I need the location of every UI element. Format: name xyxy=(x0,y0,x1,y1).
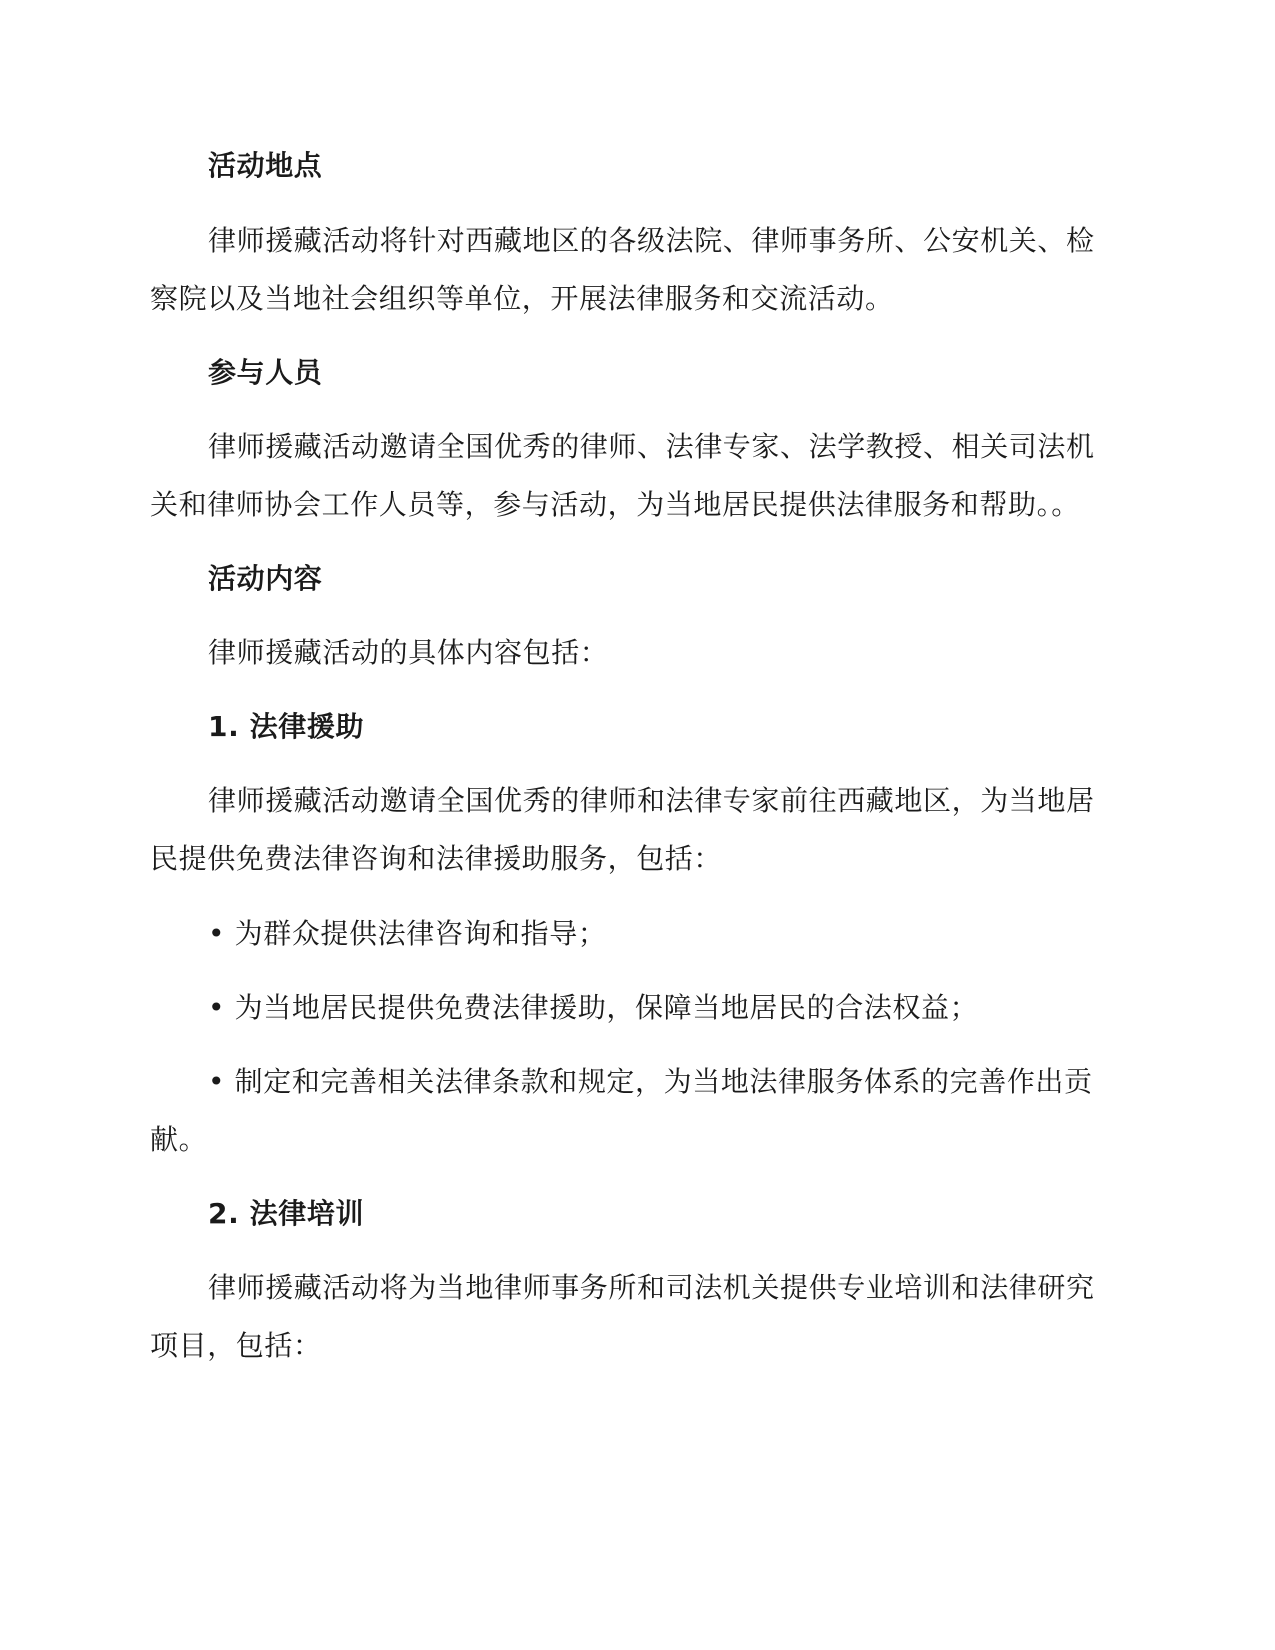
paragraph-line: 律师援藏活动邀请全国优秀的律师、法律专家、法学教授、相关司法机 xyxy=(208,430,1095,463)
bullet-item: • 制定和完善相关法律条款和规定，为当地法律服务体系的完善作出贡 xyxy=(208,1065,1093,1098)
bullet-item-continuation: 献。 xyxy=(150,1123,208,1156)
paragraph-line: 律师援藏活动的具体内容包括： xyxy=(208,636,609,669)
section-heading-content: 活动内容 xyxy=(208,562,323,595)
paragraph-line: 民提供免费法律咨询和法律援助服务，包括： xyxy=(150,842,723,875)
section-heading-location: 活动地点 xyxy=(208,149,323,182)
paragraph-line: 律师援藏活动将为当地律师事务所和司法机关提供专业培训和法律研究 xyxy=(208,1271,1095,1304)
paragraph-line: 律师援藏活动将针对西藏地区的各级法院、律师事务所、公安机关、检 xyxy=(208,224,1095,257)
bullet-item: • 为当地居民提供免费法律援助，保障当地居民的合法权益； xyxy=(208,991,979,1024)
subsection-heading-legal-training: 2. 法律培训 xyxy=(208,1197,365,1230)
paragraph-line: 律师援藏活动邀请全国优秀的律师和法律专家前往西藏地区，为当地居 xyxy=(208,784,1095,817)
subsection-heading-legal-aid: 1. 法律援助 xyxy=(208,710,365,743)
paragraph-line: 项目，包括： xyxy=(150,1329,322,1362)
paragraph-line: 察院以及当地社会组织等单位，开展法律服务和交流活动。 xyxy=(150,282,894,315)
paragraph-line: 关和律师协会工作人员等，参与活动，为当地居民提供法律服务和帮助。。 xyxy=(150,488,1080,521)
section-heading-participants: 参与人员 xyxy=(208,356,323,389)
bullet-item: • 为群众提供法律咨询和指导； xyxy=(208,917,607,950)
